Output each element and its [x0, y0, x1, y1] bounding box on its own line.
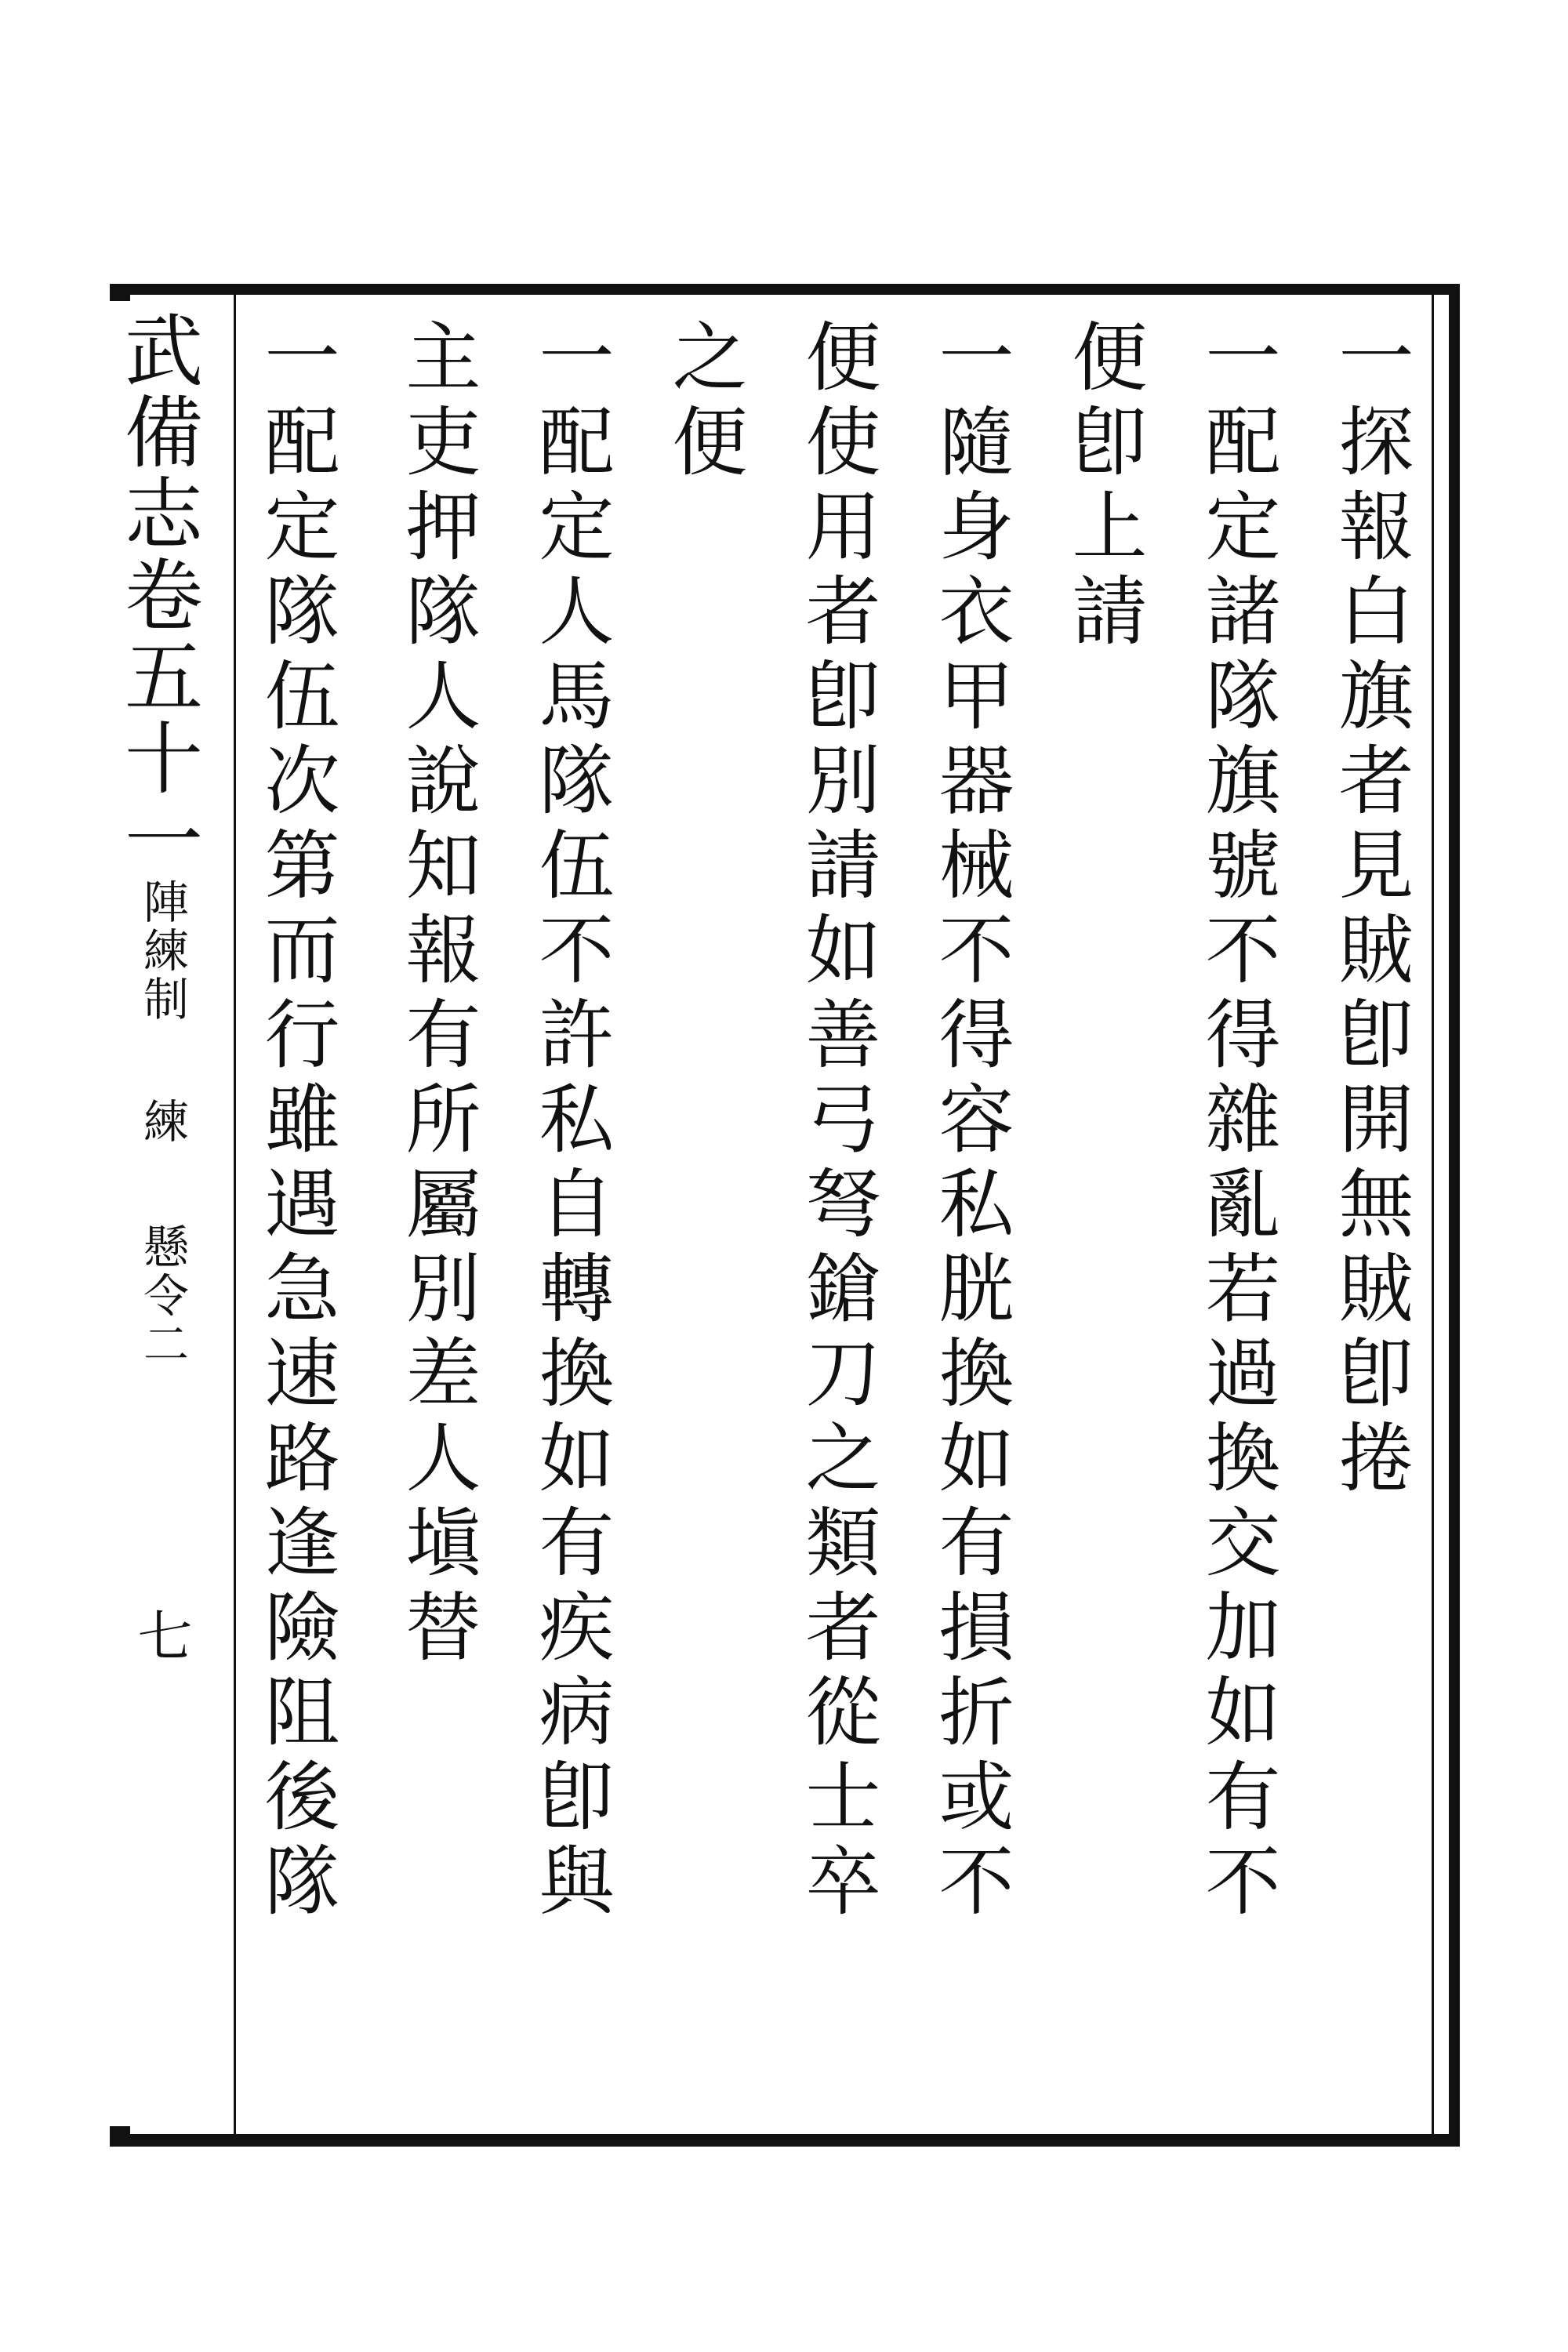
- page-number: 七: [129, 1607, 193, 1662]
- book-title: 武備志卷五十一: [111, 310, 203, 880]
- page-frame-bottom: [110, 2134, 1460, 2147]
- text-column-5: 便使用者卽別請如善弓弩鎗刀之類者從士卒: [793, 318, 881, 1926]
- subsection-label: 練: [136, 1098, 189, 1146]
- text-column-3: 便卽上請: [1060, 318, 1148, 656]
- text-column-6: 之便: [660, 318, 748, 487]
- margin-tick-bottom: [110, 2126, 130, 2137]
- text-column-4: 一隨身衣甲器械不得容私胱換如有損折或不: [927, 318, 1014, 1926]
- text-column-1: 一探報白旗者見賊卽開無賊卽捲: [1327, 318, 1414, 1503]
- text-column-2: 一配定諸隊旗號不得雜亂若過換交加如有不: [1193, 318, 1281, 1926]
- text-column-7: 一配定人馬隊伍不許私自轉換如有疾病卽與: [527, 318, 615, 1926]
- subsection-label-2: 懸令二: [136, 1223, 189, 1369]
- margin-rule: [234, 295, 236, 2134]
- page-frame-right: [1449, 284, 1460, 2147]
- margin-tick-top: [110, 292, 130, 301]
- text-column-9: 一配定隊伍次第而行雖遇急速路逢險阻後隊: [252, 318, 340, 1926]
- page-frame-top: [110, 284, 1460, 295]
- page-frame-right-inner: [1432, 295, 1434, 2134]
- text-column-8: 主吏押隊人說知報有所屬別差人塡替: [394, 318, 481, 1672]
- section-title: 陣練制: [136, 878, 189, 1024]
